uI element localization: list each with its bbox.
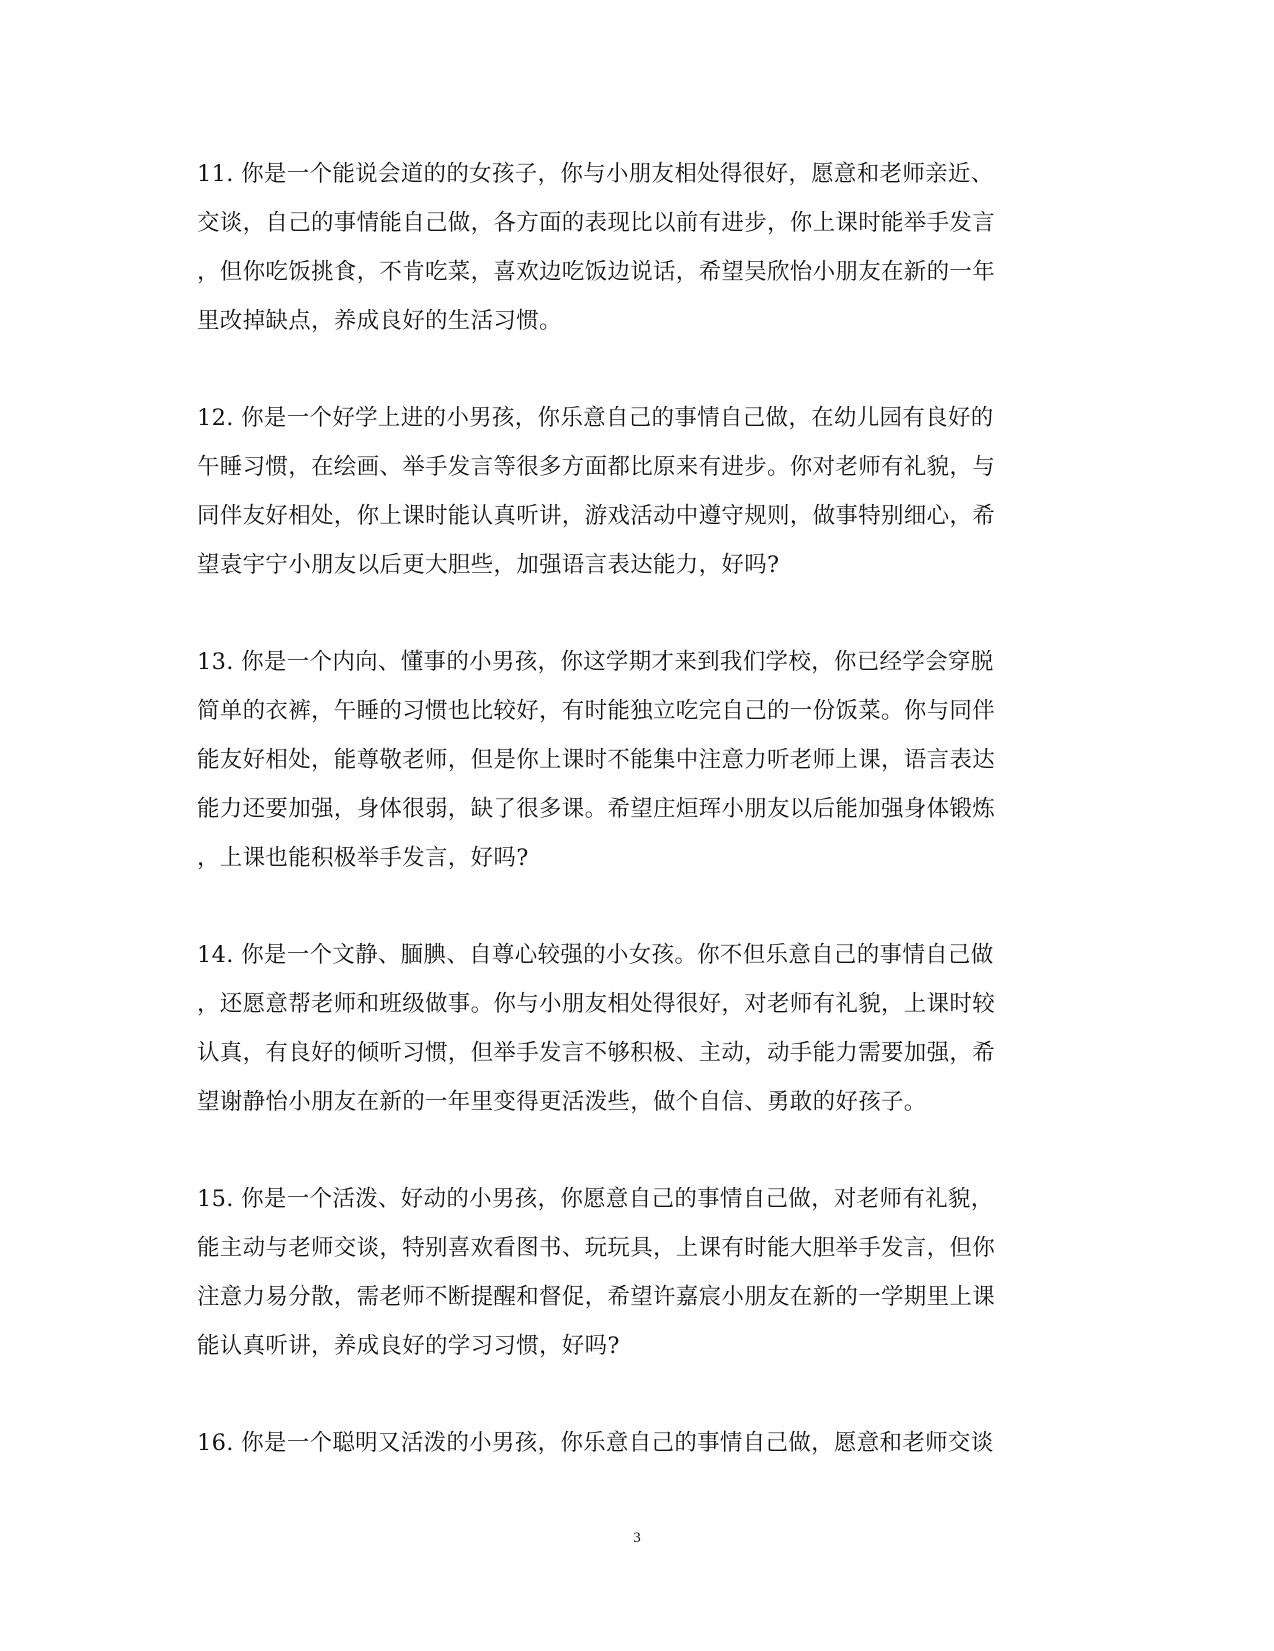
text-line: 午睡习惯，在绘画、举手发言等很多方面都比原来有进步。你对老师有礼貌，与 xyxy=(197,454,996,480)
text-line: 15. 你是一个活泼、好动的小男孩，你愿意自己的事情自己做，对老师有礼貌， xyxy=(197,1186,994,1212)
text-line: 同伴友好相处，你上课时能认真听讲，游戏活动中遵守规则，做事特别细心，希 xyxy=(197,503,996,529)
text-line: 16. 你是一个聪明又活泼的小男孩，你乐意自己的事情自己做，愿意和老师交谈 xyxy=(197,1430,994,1456)
text-line: 简单的衣裤，午睡的习惯也比较好，有时能独立吃完自己的一份饭菜。你与同伴 xyxy=(197,698,996,724)
text-line: 望谢静怡小朋友在新的一年里变得更活泼些，做个自信、勇敢的好孩子。 xyxy=(197,1089,927,1115)
comment-paragraph-13 xyxy=(197,638,1087,883)
text-line: 里改掉缺点，养成良好的生活习惯。 xyxy=(197,308,562,334)
text-line: 认真，有良好的倾听习惯，但举手发言不够积极、主动，动手能力需要加强，希 xyxy=(197,1040,996,1066)
text-line: 14. 你是一个文静、腼腆、自尊心较强的小女孩。你不但乐意自己的事情自己做 xyxy=(197,942,994,968)
text-line: ，还愿意帮老师和班级做事。你与小朋友相处得很好，对老师有礼貌，上课时较 xyxy=(197,991,996,1017)
comment-paragraph-16 xyxy=(197,1419,1087,1468)
text-line: 交谈，自己的事情能自己做，各方面的表现比以前有进步，你上课时能举手发言 xyxy=(197,210,996,236)
comment-paragraph-14 xyxy=(197,931,1087,1127)
document-body xyxy=(197,150,1087,1516)
text-line: 望袁宇宁小朋友以后更大胆些，加强语言表达能力，好吗? xyxy=(197,552,780,578)
page-number: 3 xyxy=(633,1530,641,1546)
text-line: 12. 你是一个好学上进的小男孩，你乐意自己的事情自己做，在幼儿园有良好的 xyxy=(197,405,994,431)
text-line: 能友好相处，能尊敬老师，但是你上课时不能集中注意力听老师上课，语言表达 xyxy=(197,747,996,773)
text-line: 能力还要加强，身体很弱，缺了很多课。希望庄烜珲小朋友以后能加强身体锻炼 xyxy=(197,796,996,822)
text-line: ，上课也能积极举手发言，好吗? xyxy=(197,845,529,871)
text-line: 注意力易分散，需老师不断提醒和督促，希望许嘉宸小朋友在新的一学期里上课 xyxy=(197,1284,996,1310)
comment-paragraph-11 xyxy=(197,150,1087,346)
text-line: ，但你吃饭挑食，不肯吃菜，喜欢边吃饭边说话，希望吴欣怡小朋友在新的一年 xyxy=(197,259,996,285)
text-line: 能主动与老师交谈，特别喜欢看图书、玩玩具，上课有时能大胆举手发言，但你 xyxy=(197,1235,996,1261)
text-line: 能认真听讲，养成良好的学习习惯，好吗? xyxy=(197,1333,620,1359)
comment-paragraph-15 xyxy=(197,1175,1087,1371)
text-line: 13. 你是一个内向、懂事的小男孩，你这学期才来到我们学校，你已经学会穿脱 xyxy=(197,649,994,675)
text-line: 11. 你是一个能说会道的的女孩子，你与小朋友相处得很好，愿意和老师亲近、 xyxy=(197,161,994,187)
comment-paragraph-12 xyxy=(197,394,1087,590)
